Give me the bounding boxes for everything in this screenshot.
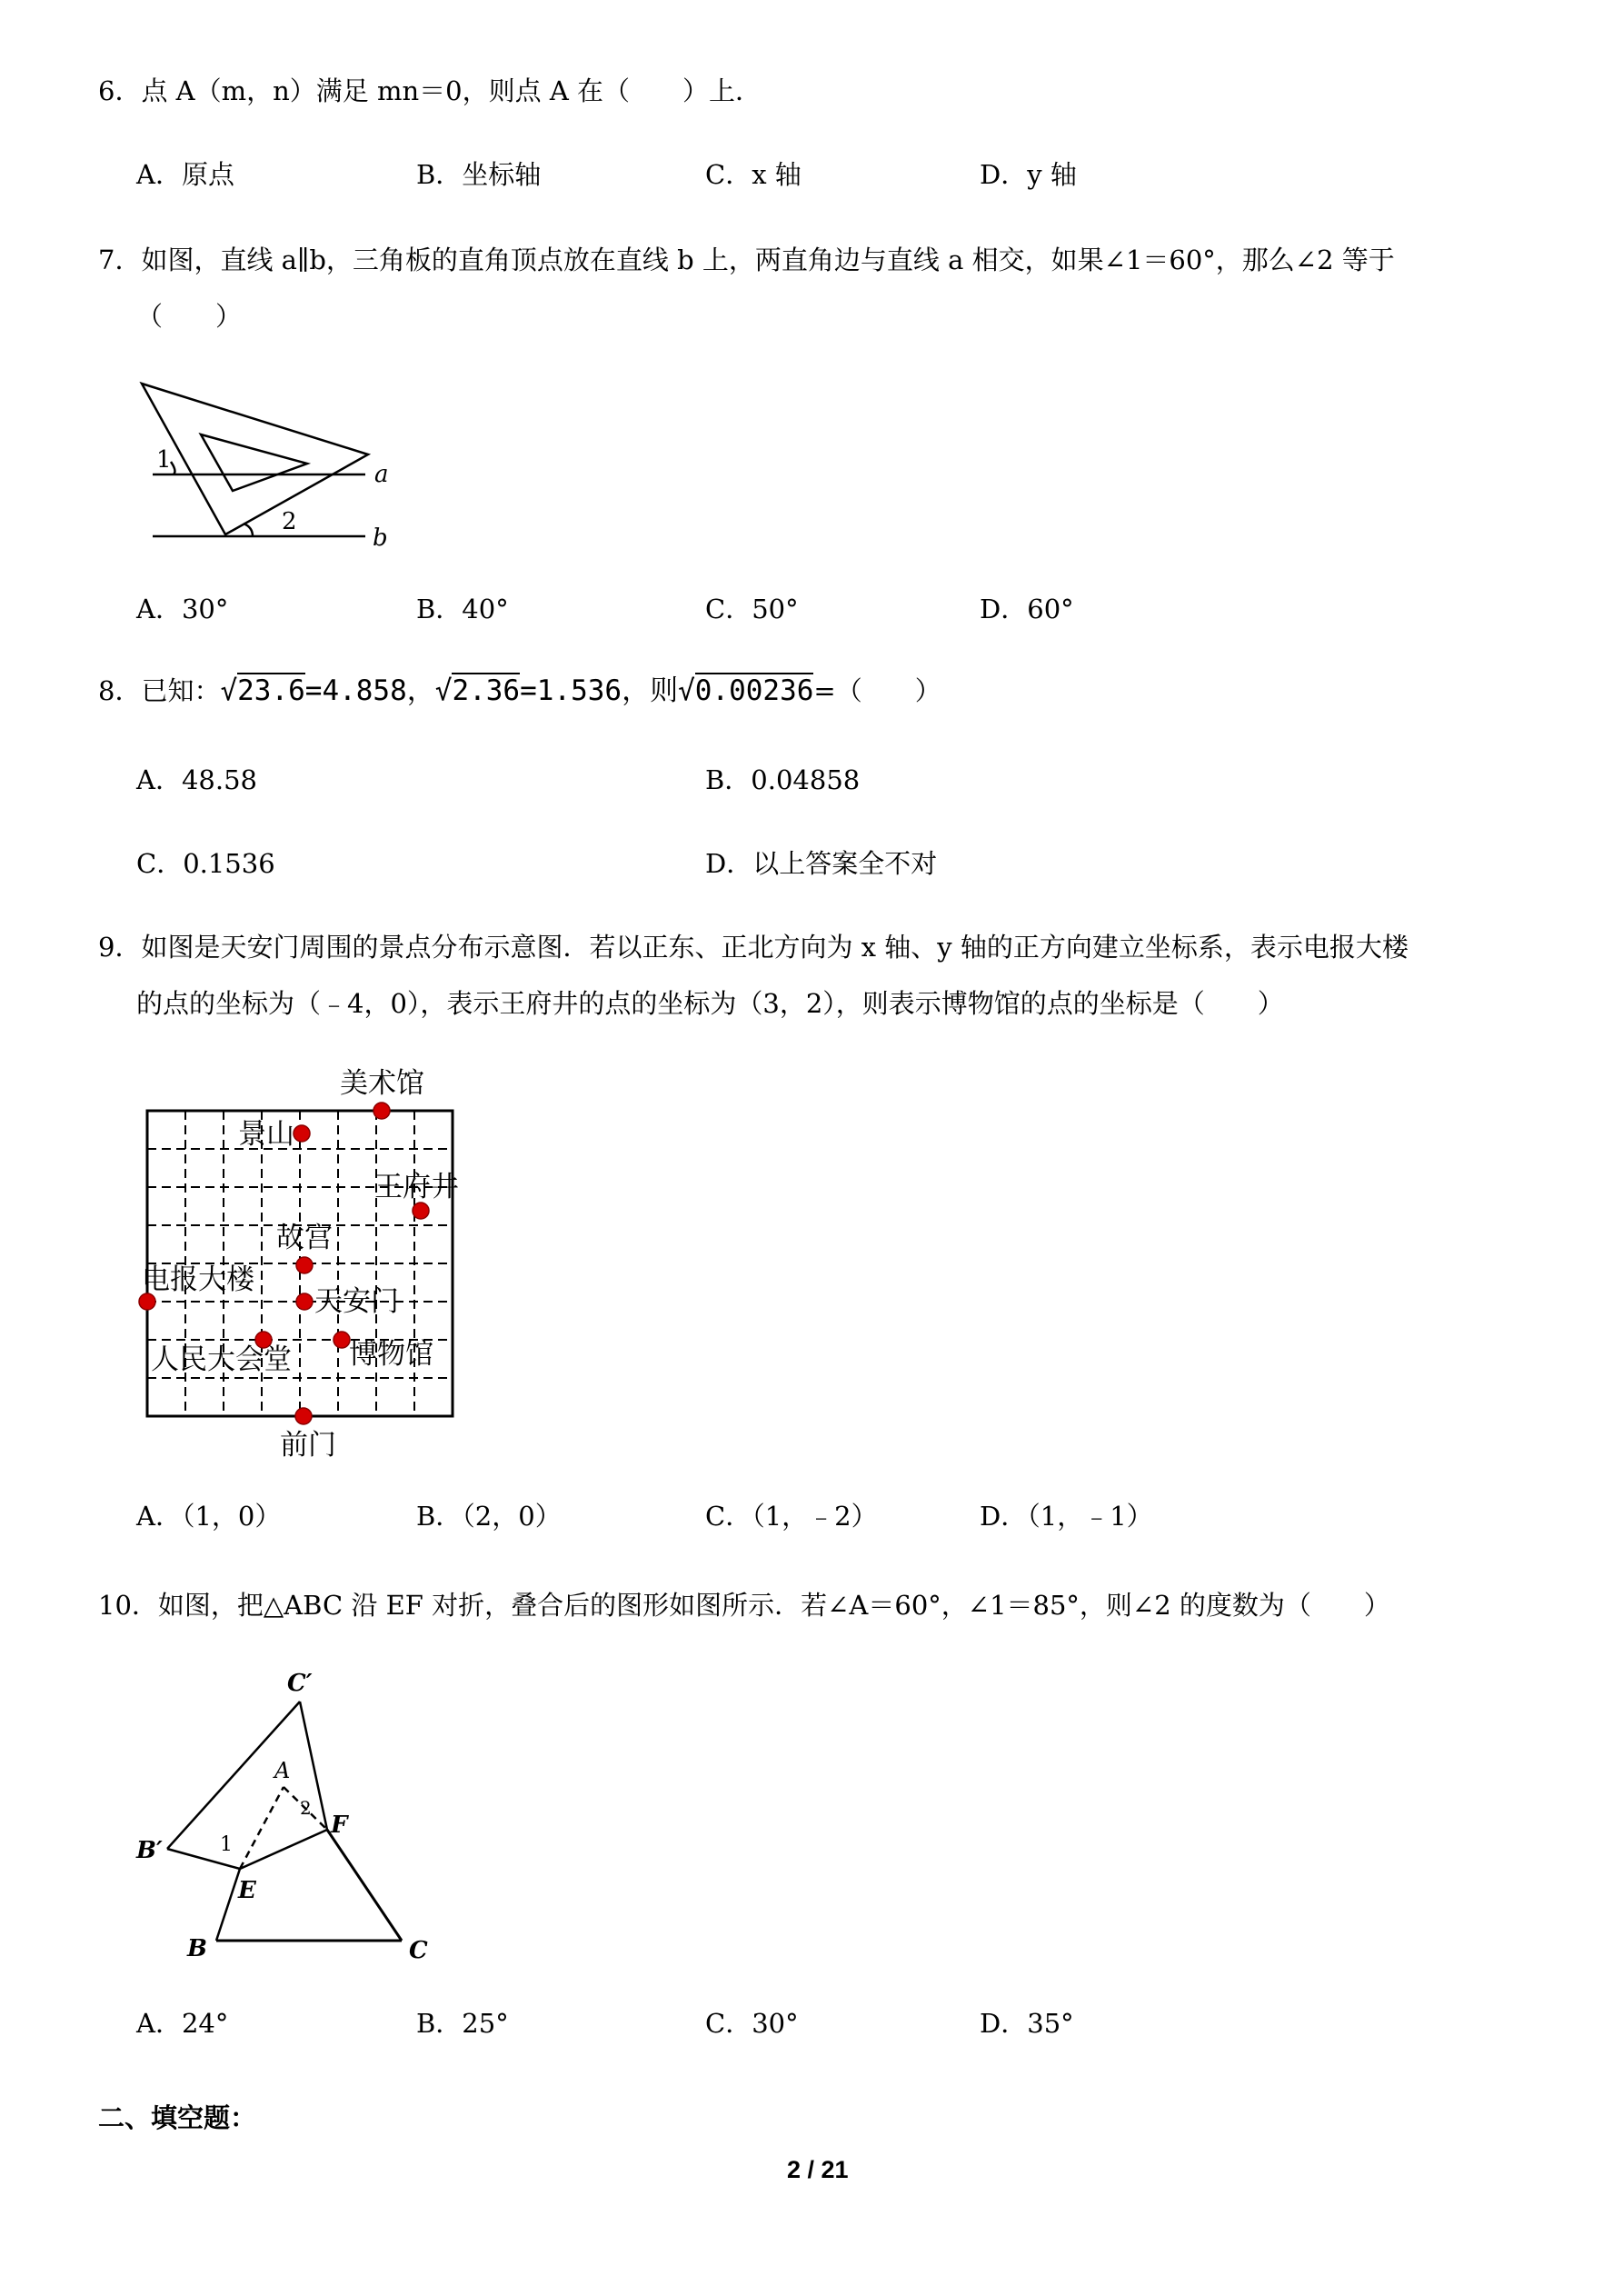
q6-option-c: C．x 轴 xyxy=(705,159,802,190)
q10-label-c-prime: C′ xyxy=(287,1670,313,1697)
page-number: 2 / 21 xyxy=(787,2156,849,2183)
q9-label-wangfujing: 王府井 xyxy=(374,1171,459,1203)
q10-label-e: E xyxy=(238,1877,256,1904)
q9-label-art-museum: 美术馆 xyxy=(340,1067,424,1100)
q10-label-angle1: 1 xyxy=(220,1833,233,1856)
q9-marker-wangfujing xyxy=(413,1203,429,1219)
q7-figure-triangle-ruler xyxy=(136,373,409,559)
q7-angle1-label: 1 xyxy=(156,446,172,474)
q8-radicand3: 0.00236 xyxy=(694,674,814,707)
q7-option-a: A．30° xyxy=(136,594,229,624)
q9-marker-jingshan xyxy=(294,1125,310,1142)
q7-option-d: D．60° xyxy=(980,594,1074,624)
q9-label-tiananmen: 天安门 xyxy=(314,1285,399,1318)
q6-option-d: D．y 轴 xyxy=(980,159,1077,190)
q10-option-a: A．24° xyxy=(136,2008,229,2039)
q8-tail: =（ ） xyxy=(813,675,941,706)
q8-stem xyxy=(98,674,941,707)
q9-map-figure xyxy=(136,1054,482,1472)
q7-line-b-label: b xyxy=(373,524,388,552)
q9-label-jingshan: 景山 xyxy=(238,1118,294,1151)
q8-radicand2: 2.36 xyxy=(452,674,521,707)
q10-label-b: B xyxy=(187,1935,207,1962)
q7-angle2-label: 2 xyxy=(282,508,297,535)
q10-label-angle2: 2 xyxy=(300,1797,312,1819)
q10-stem: 10．如图，把△ABC 沿 EF 对折，叠合后的图形如图所示．若∠A＝60°，∠1＝85°，则∠2 的度数为（ ） xyxy=(98,1590,1390,1621)
q9-label-great-hall: 人民大会堂 xyxy=(151,1343,292,1376)
q8-sqrt2: √2.36 xyxy=(434,674,521,707)
q9-marker-art-museum xyxy=(373,1103,390,1119)
q7-option-c: C．50° xyxy=(705,594,799,624)
section2-title: 二、填空题： xyxy=(98,2102,257,2133)
q6-stem: 6．点 A（m，n）满足 mn＝0，则点 A 在（ ）上． xyxy=(98,75,762,106)
q7-stem-line2: （ ） xyxy=(136,301,243,332)
q9-option-d: D．（1，﹣1） xyxy=(980,1501,1153,1532)
q8-value1: =4.858， xyxy=(304,674,435,707)
q9-label-museum: 博物馆 xyxy=(349,1338,433,1371)
q9-marker-gugong xyxy=(296,1257,313,1273)
q7-option-b: B．40° xyxy=(416,594,509,624)
q10-label-c: C xyxy=(409,1937,428,1964)
q9-stem-line1: 9．如图是天安门周围的景点分布示意图．若以正东、正北方向为 x 轴、y 轴的正方向建立坐标系，表示电报大楼 xyxy=(98,932,1409,963)
q9-marker-qianmen xyxy=(295,1408,312,1424)
q8-option-b: B．0.04858 xyxy=(705,764,861,795)
q8-radicand1: 23.6 xyxy=(237,674,305,707)
q7-stem-line1: 7．如图，直线 a∥b，三角板的直角顶点放在直线 b 上，两直角边与直线 a 相交，如果∠1＝60°，那么∠2 等于 xyxy=(98,245,1395,275)
q6-option-a: A．原点 xyxy=(136,159,234,190)
q9-marker-tiananmen xyxy=(296,1293,313,1310)
q10-figure-folded-triangle xyxy=(127,1654,454,1982)
q8-sqrt1: √23.6 xyxy=(220,674,305,707)
q10-label-f: F xyxy=(331,1812,348,1839)
q8-option-a: A．48.58 xyxy=(136,764,257,795)
q9-stem-line2: 的点的坐标为（﹣4，0），表示王府井的点的坐标为（3，2），则表示博物馆的点的坐标是（ ） xyxy=(136,988,1284,1019)
q10-option-d: D．35° xyxy=(980,2008,1074,2039)
q10-option-c: C．30° xyxy=(705,2008,799,2039)
q9-label-telegraph: 电报大楼 xyxy=(142,1263,254,1296)
q10-label-b-prime: B′ xyxy=(136,1837,163,1864)
q8-prefix: 8．已知： xyxy=(98,675,221,706)
q10-option-b: B．25° xyxy=(416,2008,509,2039)
q6-option-b: B．坐标轴 xyxy=(416,159,542,190)
q9-label-qianmen: 前门 xyxy=(280,1429,336,1462)
q8-value2: =1.536，则 xyxy=(520,674,679,707)
q9-label-gugong: 故宫 xyxy=(276,1222,333,1254)
q9-option-b: B．（2，0） xyxy=(416,1501,562,1532)
q8-sqrt3: √0.00236 xyxy=(678,674,814,707)
q7-line-a-label: a xyxy=(374,461,389,488)
q9-option-c: C．（1，﹣2） xyxy=(705,1501,878,1532)
q9-marker-museum xyxy=(334,1332,350,1348)
q8-option-c: C．0.1536 xyxy=(136,848,275,879)
q10-label-a: A xyxy=(274,1758,291,1783)
q9-option-a: A．（1，0） xyxy=(136,1501,282,1532)
q8-option-d: D．以上答案全不对 xyxy=(705,848,938,879)
